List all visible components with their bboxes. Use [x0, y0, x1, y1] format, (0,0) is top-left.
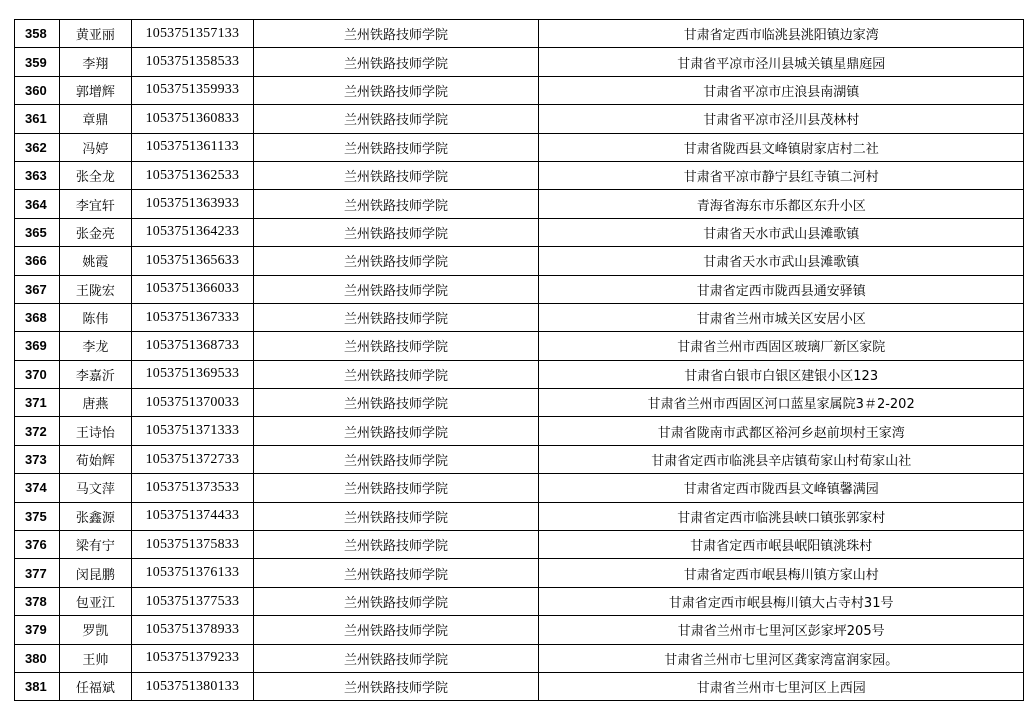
- student-name-cell: 王诗怡: [59, 417, 131, 445]
- row-number-cell: 370: [15, 360, 60, 388]
- student-name-cell: 罗凯: [59, 616, 131, 644]
- roster-sheet: [14, 19, 1024, 701]
- school-name-cell: 兰州铁路技师学院: [253, 247, 539, 275]
- school-name-cell: 兰州铁路技师学院: [253, 445, 539, 473]
- exam-id-cell: 1053751376133: [132, 559, 254, 587]
- table-row: [15, 389, 1024, 417]
- exam-id-cell: 1053751372733: [132, 445, 254, 473]
- exam-id-cell: 1053751357133: [132, 20, 254, 48]
- school-name-cell: 兰州铁路技师学院: [253, 275, 539, 303]
- address-cell: 甘肃省平凉市泾川县茂林村: [539, 105, 1024, 133]
- table-row: [15, 247, 1024, 275]
- student-name-cell: 张全龙: [59, 161, 131, 189]
- exam-id-cell: 1053751369533: [132, 360, 254, 388]
- school-name-cell: 兰州铁路技师学院: [253, 48, 539, 76]
- address-cell: 甘肃省天水市武山县滩歌镇: [539, 247, 1024, 275]
- row-number-cell: 361: [15, 105, 60, 133]
- address-cell: 甘肃省陇西县文峰镇尉家店村二社: [539, 133, 1024, 161]
- student-name-cell: 黄亚丽: [59, 20, 131, 48]
- table-row: [15, 360, 1024, 388]
- row-number-cell: 368: [15, 303, 60, 331]
- row-number-cell: 364: [15, 190, 60, 218]
- address-cell: 甘肃省定西市岷县岷阳镇洮珠村: [539, 531, 1024, 559]
- exam-id-cell: 1053751379233: [132, 644, 254, 672]
- address-cell: 甘肃省兰州市七里河区上西园: [539, 672, 1024, 700]
- table-row: [15, 644, 1024, 672]
- school-name-cell: 兰州铁路技师学院: [253, 190, 539, 218]
- student-name-cell: 陈伟: [59, 303, 131, 331]
- student-name-cell: 王陇宏: [59, 275, 131, 303]
- table-row: [15, 474, 1024, 502]
- table-row: [15, 587, 1024, 615]
- row-number-cell: 379: [15, 616, 60, 644]
- address-cell: 甘肃省定西市陇西县文峰镇馨满园: [539, 474, 1024, 502]
- exam-id-cell: 1053751363933: [132, 190, 254, 218]
- table-row: [15, 445, 1024, 473]
- row-number-cell: 367: [15, 275, 60, 303]
- exam-id-cell: 1053751359933: [132, 76, 254, 104]
- exam-id-cell: 1053751367333: [132, 303, 254, 331]
- student-name-cell: 张鑫源: [59, 502, 131, 530]
- exam-id-cell: 1053751358533: [132, 48, 254, 76]
- school-name-cell: 兰州铁路技师学院: [253, 559, 539, 587]
- student-name-cell: 郭增辉: [59, 76, 131, 104]
- row-number-cell: 373: [15, 445, 60, 473]
- exam-id-cell: 1053751378933: [132, 616, 254, 644]
- school-name-cell: 兰州铁路技师学院: [253, 644, 539, 672]
- row-number-cell: 363: [15, 161, 60, 189]
- student-name-cell: 闵昆鹏: [59, 559, 131, 587]
- row-number-cell: 358: [15, 20, 60, 48]
- row-number-cell: 380: [15, 644, 60, 672]
- school-name-cell: 兰州铁路技师学院: [253, 587, 539, 615]
- row-number-cell: 374: [15, 474, 60, 502]
- table-row: [15, 76, 1024, 104]
- exam-id-cell: 1053751362533: [132, 161, 254, 189]
- school-name-cell: 兰州铁路技师学院: [253, 417, 539, 445]
- address-cell: 甘肃省兰州市城关区安居小区: [539, 303, 1024, 331]
- row-number-cell: 360: [15, 76, 60, 104]
- student-name-cell: 姚霞: [59, 247, 131, 275]
- row-number-cell: 372: [15, 417, 60, 445]
- row-number-cell: 381: [15, 672, 60, 700]
- row-number-cell: 378: [15, 587, 60, 615]
- exam-id-cell: 1053751375833: [132, 531, 254, 559]
- exam-id-cell: 1053751361133: [132, 133, 254, 161]
- address-cell: 甘肃省天水市武山县滩歌镇: [539, 218, 1024, 246]
- table-row: [15, 417, 1024, 445]
- table-row: [15, 218, 1024, 246]
- school-name-cell: 兰州铁路技师学院: [253, 161, 539, 189]
- exam-id-cell: 1053751365633: [132, 247, 254, 275]
- address-cell: 甘肃省定西市临洮县辛店镇荀家山村荀家山社: [539, 445, 1024, 473]
- school-name-cell: 兰州铁路技师学院: [253, 616, 539, 644]
- exam-id-cell: 1053751370033: [132, 389, 254, 417]
- table-row: [15, 531, 1024, 559]
- school-name-cell: 兰州铁路技师学院: [253, 474, 539, 502]
- address-cell: 甘肃省兰州市西固区河口蓝星家属院3＃2-202: [539, 389, 1024, 417]
- row-number-cell: 366: [15, 247, 60, 275]
- roster-table-body: [15, 20, 1024, 701]
- school-name-cell: 兰州铁路技师学院: [253, 360, 539, 388]
- student-name-cell: 王帅: [59, 644, 131, 672]
- exam-id-cell: 1053751371333: [132, 417, 254, 445]
- student-name-cell: 李龙: [59, 332, 131, 360]
- exam-id-cell: 1053751366033: [132, 275, 254, 303]
- row-number-cell: 365: [15, 218, 60, 246]
- table-row: [15, 672, 1024, 700]
- address-cell: 甘肃省定西市陇西县通安驿镇: [539, 275, 1024, 303]
- student-name-cell: 马文萍: [59, 474, 131, 502]
- row-number-cell: 375: [15, 502, 60, 530]
- student-name-cell: 唐燕: [59, 389, 131, 417]
- address-cell: 甘肃省兰州市七里河区龚家湾富润家园。: [539, 644, 1024, 672]
- exam-id-cell: 1053751373533: [132, 474, 254, 502]
- student-name-cell: 张金亮: [59, 218, 131, 246]
- address-cell: 甘肃省白银市白银区建银小区123: [539, 360, 1024, 388]
- table-row: [15, 502, 1024, 530]
- row-number-cell: 359: [15, 48, 60, 76]
- student-name-cell: 包亚江: [59, 587, 131, 615]
- exam-id-cell: 1053751364233: [132, 218, 254, 246]
- student-roster-table: [14, 19, 1024, 701]
- row-number-cell: 369: [15, 332, 60, 360]
- address-cell: 甘肃省定西市岷县梅川镇大占寺村31号: [539, 587, 1024, 615]
- student-name-cell: 李嘉沂: [59, 360, 131, 388]
- exam-id-cell: 1053751380133: [132, 672, 254, 700]
- address-cell: 甘肃省平凉市静宁县红寺镇二河村: [539, 161, 1024, 189]
- table-row: [15, 190, 1024, 218]
- student-name-cell: 李翔: [59, 48, 131, 76]
- table-row: [15, 48, 1024, 76]
- table-row: [15, 161, 1024, 189]
- row-number-cell: 377: [15, 559, 60, 587]
- school-name-cell: 兰州铁路技师学院: [253, 20, 539, 48]
- school-name-cell: 兰州铁路技师学院: [253, 133, 539, 161]
- school-name-cell: 兰州铁路技师学院: [253, 218, 539, 246]
- table-row: [15, 20, 1024, 48]
- table-row: [15, 105, 1024, 133]
- student-name-cell: 冯婷: [59, 133, 131, 161]
- table-row: [15, 332, 1024, 360]
- address-cell: 甘肃省平凉市庄浪县南湖镇: [539, 76, 1024, 104]
- school-name-cell: 兰州铁路技师学院: [253, 531, 539, 559]
- address-cell: 甘肃省定西市临洮县洮阳镇边家湾: [539, 20, 1024, 48]
- student-name-cell: 任福斌: [59, 672, 131, 700]
- student-name-cell: 荀始辉: [59, 445, 131, 473]
- table-row: [15, 303, 1024, 331]
- address-cell: 甘肃省定西市临洮县峡口镇张郭家村: [539, 502, 1024, 530]
- student-name-cell: 梁有宁: [59, 531, 131, 559]
- table-row: [15, 559, 1024, 587]
- student-name-cell: 章鼎: [59, 105, 131, 133]
- address-cell: 甘肃省陇南市武都区裕河乡赵前坝村王家湾: [539, 417, 1024, 445]
- address-cell: 青海省海东市乐都区东升小区: [539, 190, 1024, 218]
- address-cell: 甘肃省兰州市七里河区彭家坪205号: [539, 616, 1024, 644]
- school-name-cell: 兰州铁路技师学院: [253, 76, 539, 104]
- school-name-cell: 兰州铁路技师学院: [253, 502, 539, 530]
- exam-id-cell: 1053751377533: [132, 587, 254, 615]
- school-name-cell: 兰州铁路技师学院: [253, 672, 539, 700]
- exam-id-cell: 1053751374433: [132, 502, 254, 530]
- table-row: [15, 616, 1024, 644]
- table-row: [15, 275, 1024, 303]
- exam-id-cell: 1053751360833: [132, 105, 254, 133]
- table-row: [15, 133, 1024, 161]
- row-number-cell: 362: [15, 133, 60, 161]
- address-cell: 甘肃省兰州市西固区玻璃厂新区家院: [539, 332, 1024, 360]
- student-name-cell: 李宜轩: [59, 190, 131, 218]
- school-name-cell: 兰州铁路技师学院: [253, 105, 539, 133]
- exam-id-cell: 1053751368733: [132, 332, 254, 360]
- school-name-cell: 兰州铁路技师学院: [253, 303, 539, 331]
- row-number-cell: 376: [15, 531, 60, 559]
- school-name-cell: 兰州铁路技师学院: [253, 389, 539, 417]
- row-number-cell: 371: [15, 389, 60, 417]
- address-cell: 甘肃省平凉市泾川县城关镇星鼎庭园: [539, 48, 1024, 76]
- school-name-cell: 兰州铁路技师学院: [253, 332, 539, 360]
- address-cell: 甘肃省定西市岷县梅川镇方家山村: [539, 559, 1024, 587]
